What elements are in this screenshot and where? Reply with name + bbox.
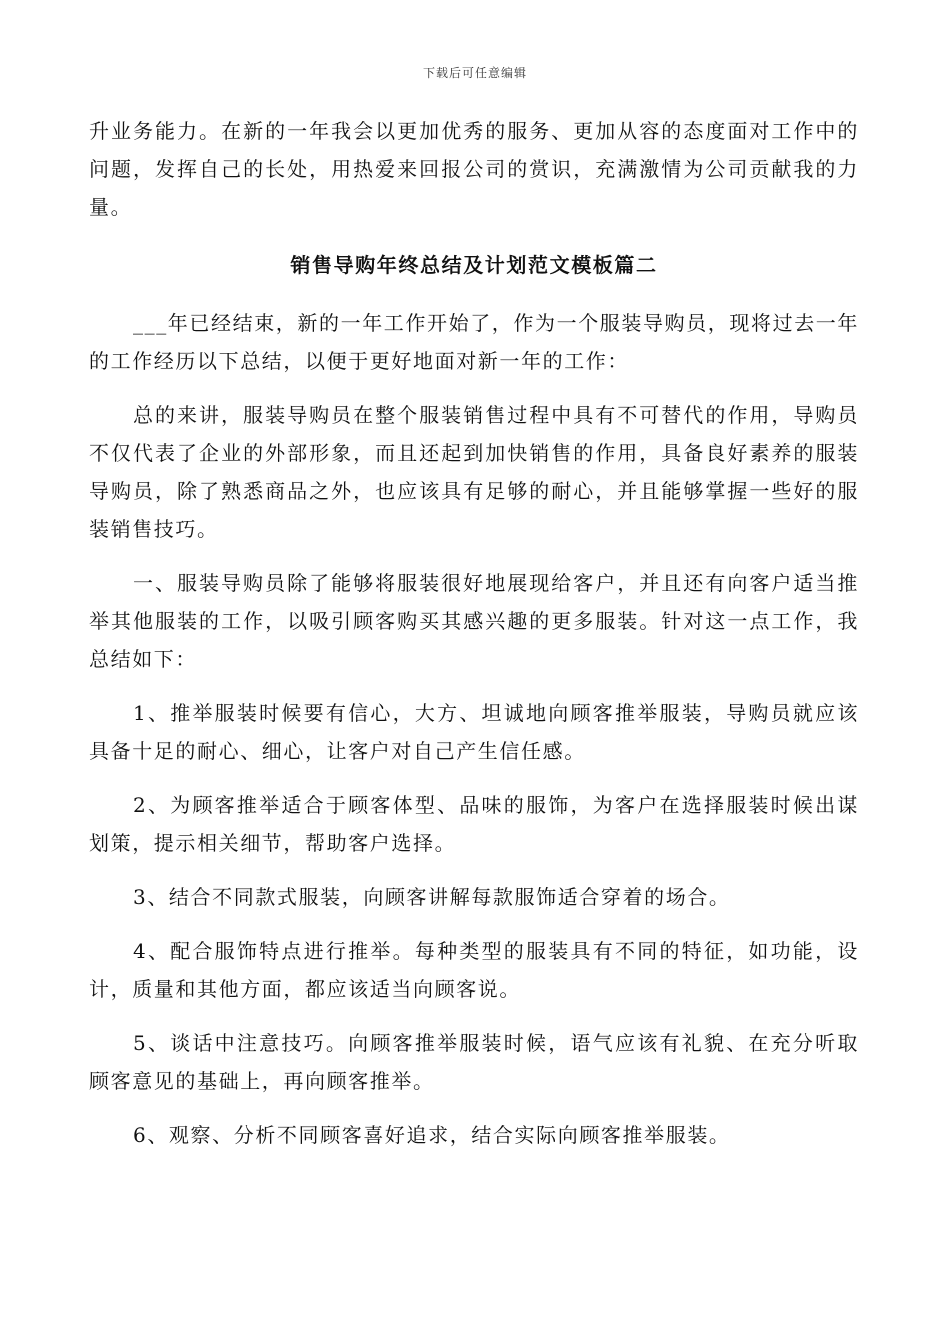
- list-item-3: 3、结合不同款式服装，向顾客讲解每款服饰适合穿着的场合。: [133, 885, 731, 909]
- section-title: 销售导购年终总结及计划范文模板篇二: [290, 253, 658, 277]
- list-item-1: 1、推举服装时候要有信心，大方、坦诚地向顾客推举服装，导购员就应该具备十足的耐心、细心，让客户对自己产生信任感。: [89, 701, 859, 763]
- list-item-5: 5、谈话中注意技巧。向顾客推举服装时候，语气应该有礼貌、在充分听取顾客意见的基础上，再向顾客推举。: [89, 1031, 859, 1093]
- paragraph-opening: ___年已经结束，新的一年工作开始了，作为一个服装导购员，现将过去一年的工作经历以下总结，以便于更好地面对新一年的工作：: [89, 311, 859, 373]
- page-header: 下载后可任意编辑: [422, 66, 527, 80]
- list-item-6: 6、观察、分析不同顾客喜好追求，结合实际向顾客推举服装。: [133, 1123, 731, 1147]
- document-body: [89, 112, 859, 1154]
- paragraph-point-one: 一、服装导购员除了能够将服装很好地展现给客户，并且还有向客户适当推举其他服装的工作，以吸引顾客购买其感兴趣的更多服装。针对这一点工作，我总结如下：: [89, 571, 859, 671]
- list-item-4: 4、配合服饰特点进行推举。每种类型的服装具有不同的特征，如功能，设计，质量和其他方面，都应该适当向顾客说。: [89, 939, 859, 1001]
- paragraph-overview: 总的来讲，服装导购员在整个服装销售过程中具有不可替代的作用，导购员不仅代表了企业的外部形象，而且还起到加快销售的作用，具备良好素养的服装导购员，除了熟悉商品之外，也应该具有足够的耐心，并且能够掌握一些好的服装销售技巧。: [89, 403, 859, 541]
- intro-paragraph: 升业务能力。在新的一年我会以更加优秀的服务、更加从容的态度面对工作中的问题，发挥自己的长处，用热爱来回报公司的赏识，充满激情为公司贡献我的力量。: [89, 119, 859, 219]
- list-item-2: 2、为顾客推举适合于顾客体型、品味的服饰，为客户在选择服装时候出谋划策，提示相关细节，帮助客户选择。: [89, 793, 859, 855]
